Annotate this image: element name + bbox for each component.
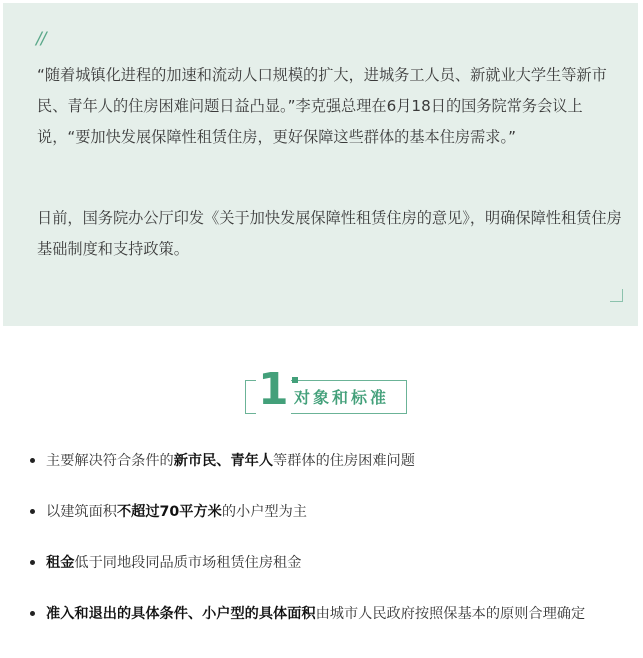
bullet-bold-text: 租金 bbox=[46, 555, 75, 571]
section-title: 对象和标准 bbox=[294, 388, 390, 407]
section-number: 1 bbox=[258, 364, 289, 415]
bullet-bold-text: 新市民、青年人 bbox=[173, 453, 274, 469]
list-item bbox=[30, 500, 635, 524]
list-item bbox=[30, 602, 635, 626]
bullet-text: 主要解决符合条件的 bbox=[46, 453, 174, 469]
bullet-text: 低于同地段同品质市场租赁住房租金 bbox=[74, 555, 302, 571]
quote-paragraph-2: 日前，国务院办公厅印发《关于加快发展保障性租赁住房的意见》，明确保障性租赁住房基础制度和支持政策。 bbox=[37, 209, 622, 258]
bullet-text: 等群体的住房困难问题 bbox=[273, 453, 415, 469]
bullet-dot-icon bbox=[30, 458, 35, 463]
bullet-dot-icon bbox=[30, 560, 35, 565]
list-item bbox=[30, 449, 635, 473]
quote-mark: // bbox=[36, 29, 46, 49]
bullet-dot-icon bbox=[30, 611, 35, 616]
bullet-dot-icon bbox=[30, 509, 35, 514]
section-header bbox=[245, 364, 407, 415]
corner-bracket-icon bbox=[610, 289, 623, 302]
quote-box bbox=[3, 3, 638, 326]
bullet-text: 由城市人民政府按照保基本的原则合理确定 bbox=[315, 606, 586, 622]
bullet-bold-text: 准入和退出的具体条件、小户型的具体面积 bbox=[46, 606, 316, 622]
bullet-text: 的小户型为主 bbox=[221, 504, 307, 520]
quote-paragraph-1: “随着城镇化进程的加速和流动人口规模的扩大，进城务工人员、新就业大学生等新市民、青年人的住房困难问题日益凸显。”李克强总理在6月18日的国务院常务会议上说，“要加快发展保障性租赁住房，更好保障这些群体的基本住房需求。” bbox=[37, 66, 607, 146]
section-dot-icon bbox=[292, 377, 298, 383]
list-item bbox=[30, 551, 635, 575]
bullet-bold-text: 不超过70平方米 bbox=[116, 504, 222, 520]
bullet-text: 以建筑面积 bbox=[46, 504, 117, 520]
